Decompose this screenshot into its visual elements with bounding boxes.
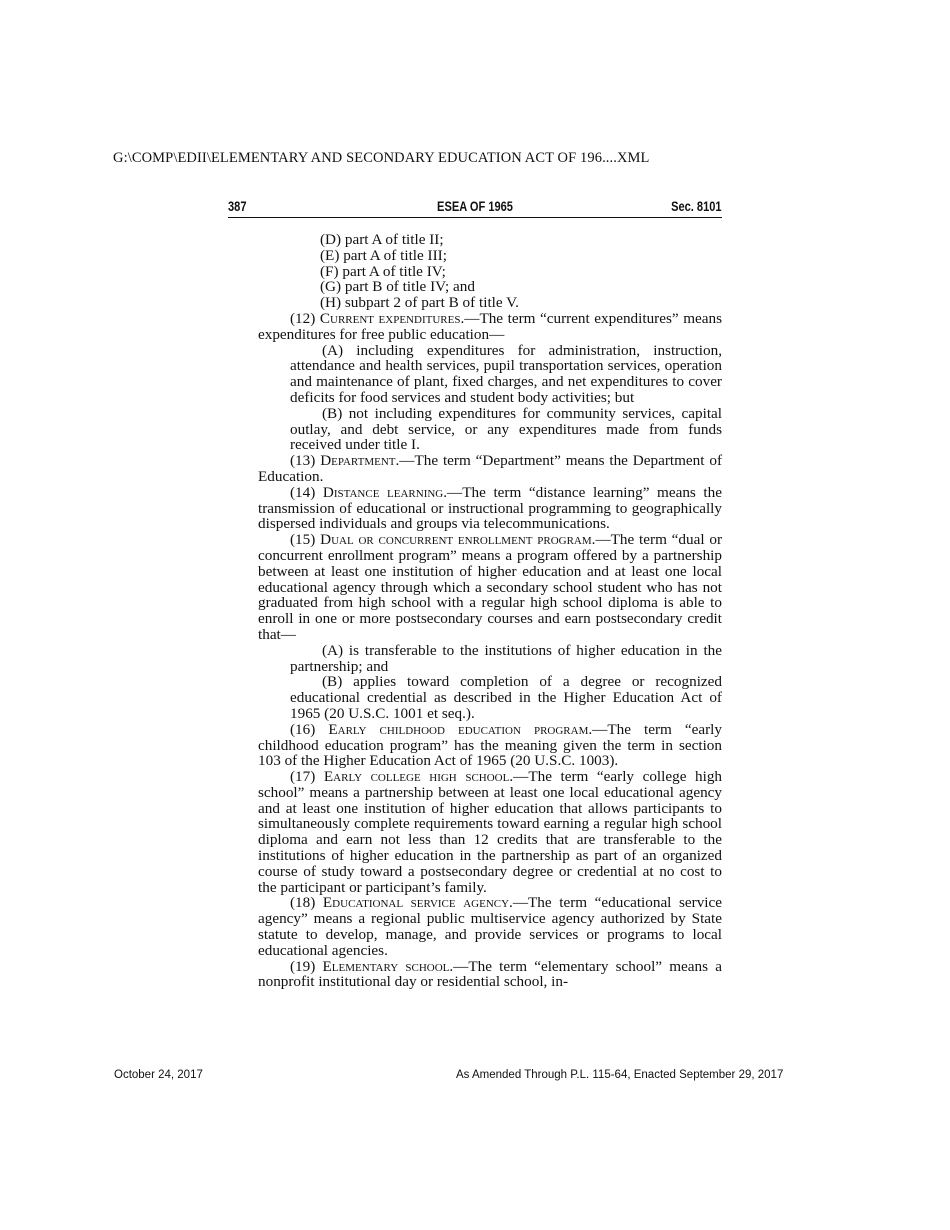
term-heading: Distance learning. xyxy=(322,483,448,501)
subparagraph-12a: (A) including expenditures for administration, instruction, attendance and health services, pupil transportation services, operation and maintenance of plant, fixed charges, and net expenditures to cover deficits for food services and student body activities; but xyxy=(290,341,722,406)
term-heading: Department. xyxy=(320,452,400,470)
subparagraph-15b: (B) applies toward completion of a degree or recognized educational credential as described in the Higher Education Act of 1965 (20 U.S.C. 1001 et seq.). xyxy=(290,673,722,722)
list-item: (F) part A of title IV; xyxy=(320,262,446,280)
footer-date: October 24, 2017 xyxy=(114,1069,203,1081)
list-item: (H) subpart 2 of part B of title V. xyxy=(320,294,519,312)
definition-19: (19) Elementary school.—The term “elementary school” means a nonprofit institutional day or residential school, in- xyxy=(258,957,722,991)
header-section: Sec. 8101 xyxy=(671,199,722,214)
list-item: (G) part B of title IV; and xyxy=(320,278,475,296)
definition-14: (14) Distance learning.—The term “distance learning” means the transmission of educational or instructional programming to geographically dispersed individuals and groups via telecommunications. xyxy=(258,483,722,533)
document-body xyxy=(258,232,722,990)
subparagraph-15a: (A) is transferable to the institutions of higher education in the partnership; and xyxy=(290,641,722,675)
file-path: G:\COMP\EDII\ELEMENTARY AND SECONDARY EDUCATION ACT OF 196....XML xyxy=(113,150,650,166)
definition-12: (12) Current expenditures.—The term “current expenditures” means expenditures for free public education— xyxy=(258,309,722,343)
running-header xyxy=(228,197,722,218)
term-heading: Early childhood education program. xyxy=(328,720,593,738)
definition-13: (13) Department.—The term “Department” means the Department of Education. xyxy=(258,452,723,485)
definition-18: (18) Educational service agency.—The term “educational service agency” means a regional public multiservice agency authorized by State statute to develop, manage, and provide services or programs to local educational agencies. xyxy=(258,894,722,959)
page-number: 387 xyxy=(228,199,247,214)
term-heading: Dual or concurrent enrollment program. xyxy=(320,531,596,549)
term-heading: Early college high school. xyxy=(323,768,514,786)
definition-15: (15) Dual or concurrent enrollment program.—The term “dual or concurrent enrollment program” means a program offered by a partnership between at least one institution of higher education and at least one local educational agency through which a secondary school student who has not graduated from high school with a regular high school diploma is able to enroll in one or more postsecondary courses and earn postsecondary credit that— xyxy=(258,531,723,643)
definition-16: (16) Early childhood education program.—The term “early childhood education program” has the meaning given the term in section 103 of the Higher Education Act of 1965 (20 U.S.C. 1003). xyxy=(258,720,722,770)
footer-amended-note: As Amended Through P.L. 115-64, Enacted September 29, 2017 xyxy=(456,1069,784,1081)
term-heading: Current expenditures. xyxy=(319,309,465,327)
term-heading: Elementary school. xyxy=(322,957,454,975)
list-item: (D) part A of title II; xyxy=(320,231,444,248)
title-list xyxy=(258,232,722,311)
subparagraph-12b: (B) not including expenditures for community services, capital outlay, and debt service, or any expenditures made from funds received under title I. xyxy=(290,404,722,454)
definition-17: (17) Early college high school.—The term “early college high school” means a partnership between at least one local educational agency and at least one institution of higher education that allows participants to simultaneously complete requirements toward earning a regular high school diploma and earn not less than 12 credits that are transferable to the institutions of higher education in the partnership as part of an organized course of study toward a postsecondary degree or credential at no cost to the participant or participant’s family. xyxy=(258,768,723,896)
term-heading: Educational service agency. xyxy=(322,894,513,912)
header-title: ESEA OF 1965 xyxy=(437,199,513,214)
list-item: (E) part A of title III; xyxy=(320,246,447,264)
